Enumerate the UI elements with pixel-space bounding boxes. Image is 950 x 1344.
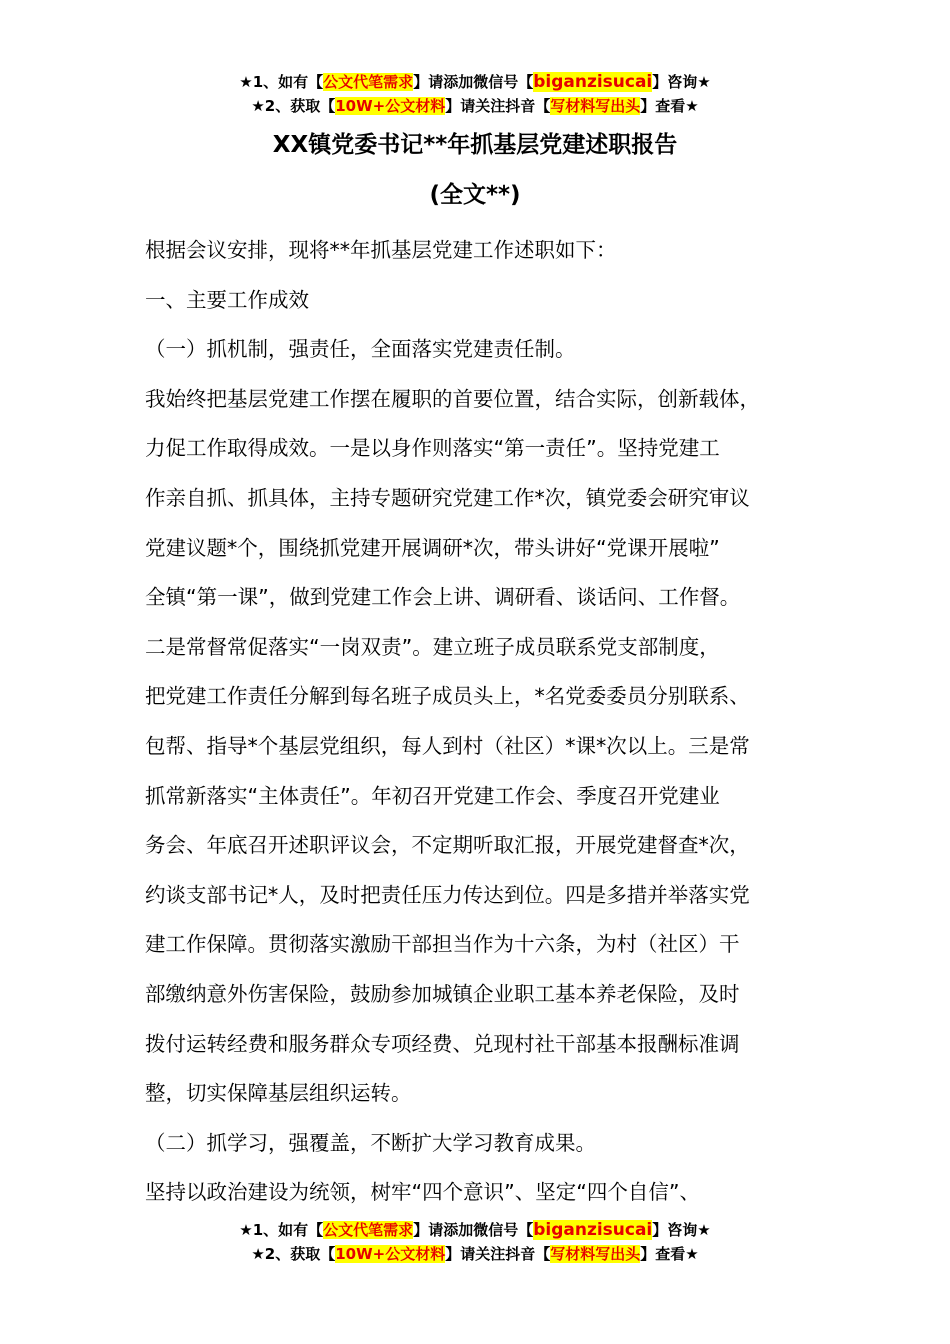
banner-text: 】查看★ <box>640 97 699 115</box>
banner-highlight: 10W+公文材料 <box>335 1245 446 1263</box>
banner-highlight: biganzisucai <box>533 72 653 92</box>
banner-text: 】咨询★ <box>652 73 711 91</box>
banner-text: 】咨询★ <box>652 1221 711 1239</box>
banner-highlight: 公文代笔需求 <box>323 1221 414 1239</box>
section-heading: 一、主要工作成效 <box>145 287 309 312</box>
banner-highlight: 公文代笔需求 <box>323 73 414 91</box>
body-line: 作亲自抓、抓具体，主持专题研究党建工作*次，镇党委会研究审议 <box>145 485 750 510</box>
body-line: 部缴纳意外伤害保险，鼓励参加城镇企业职工基本养老保险，及时 <box>145 981 740 1006</box>
banner-text: 】请添加微信号【 <box>413 1221 534 1239</box>
banner-highlight: 写材料写出头 <box>550 1245 641 1263</box>
banner-line-2 <box>0 1242 950 1266</box>
body-line: 整，切实保障基层组织运转。 <box>145 1081 412 1106</box>
document-body <box>145 226 835 1218</box>
top-banner <box>0 70 950 118</box>
banner-line-1 <box>0 70 950 94</box>
banner-text: ★1、如有【 <box>239 1221 324 1239</box>
body-line: 务会、年底召开述职评议会，不定期听取汇报，开展党建督查*次， <box>145 833 750 858</box>
banner-text: ★1、如有【 <box>239 73 324 91</box>
banner-highlight: biganzisucai <box>533 1220 653 1240</box>
body-line: 根据会议安排，现将**年抓基层党建工作述职如下： <box>145 238 617 262</box>
banner-text: ★2、获取【 <box>251 1245 336 1263</box>
body-line: 我始终把基层党建工作摆在履职的首要位置，结合实际，创新载体， <box>145 386 760 411</box>
body-line: 把党建工作责任分解到每名班子成员头上，*名党委委员分别联系、 <box>145 684 750 709</box>
subsection-heading: （一）抓机制，强责任，全面落实党建责任制。 <box>145 337 576 362</box>
banner-highlight: 写材料写出头 <box>550 97 641 115</box>
banner-line-1 <box>0 1218 950 1242</box>
body-line: 包帮、指导*个基层党组织，每人到村（社区）*课*次以上。三是常 <box>145 733 750 758</box>
body-line: 拨付运转经费和服务群众专项经费、兑现村社干部基本报酬标准调 <box>145 1031 740 1056</box>
body-line: 建工作保障。贯彻落实激励干部担当作为十六条，为村（社区）干 <box>145 932 740 957</box>
banner-text: 】请关注抖音【 <box>445 97 551 115</box>
banner-text: ★2、获取【 <box>251 97 336 115</box>
subsection-heading: （二）抓学习，强覆盖，不断扩大学习教育成果。 <box>145 1130 596 1155</box>
banner-text: 】请添加微信号【 <box>413 73 534 91</box>
body-line: 二是常督常促落实“一岗双责”。建立班子成员联系党支部制度， <box>145 634 720 659</box>
body-line: 约谈支部书记*人，及时把责任压力传达到位。四是多措并举落实党 <box>145 882 750 907</box>
bottom-banner <box>0 1218 950 1266</box>
body-line: 党建议题*个，围绕抓党建开展调研*次，带头讲好“党课开展啦” <box>145 535 720 560</box>
banner-line-2 <box>0 94 950 118</box>
document-subtitle: (全文**) <box>429 182 521 208</box>
banner-text: 】请关注抖音【 <box>445 1245 551 1263</box>
document-title: XX镇党委书记**年抓基层党建述职报告 <box>272 132 678 158</box>
body-line: 坚持以政治建设为统领，树牢“四个意识”、坚定“四个自信”、 <box>145 1180 700 1205</box>
banner-text: 】查看★ <box>640 1245 699 1263</box>
banner-highlight: 10W+公文材料 <box>335 97 446 115</box>
body-line: 力促工作取得成效。一是以身作则落实“第一责任”。坚持党建工 <box>145 436 720 461</box>
body-line: 全镇“第一课”，做到党建工作会上讲、调研看、谈话问、工作督。 <box>145 585 741 610</box>
body-line: 抓常新落实“主体责任”。年初召开党建工作会、季度召开党建业 <box>145 783 720 808</box>
